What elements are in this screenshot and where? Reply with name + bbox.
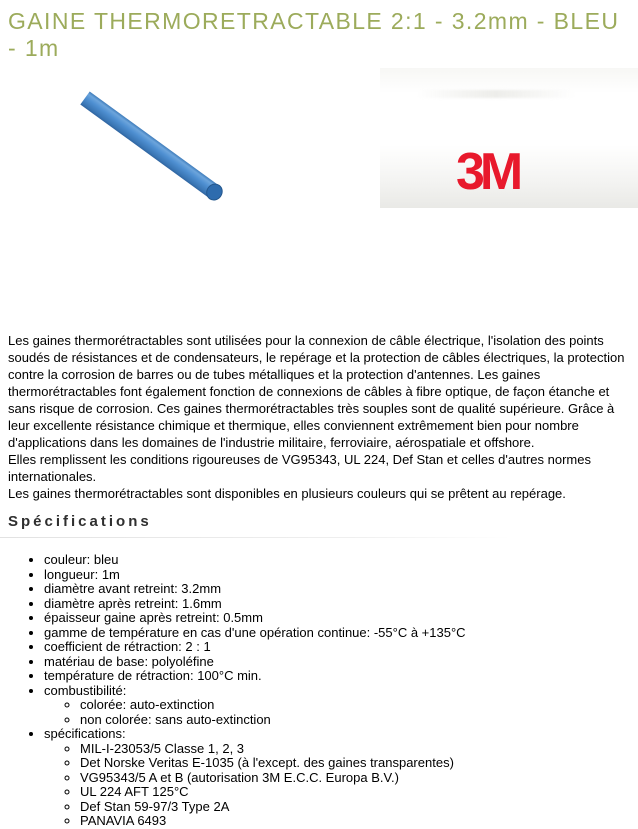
3m-logo-card — [380, 68, 638, 208]
spec-item: • combustibilité: ◦ colorée: auto-extinction ◦ non colorée: sans auto-extinction — [44, 684, 638, 728]
spec-item: • coefficient de rétraction: 2 : 1 — [44, 640, 638, 655]
spec-subitem: ◦ VG95343/5 A et B (autorisation 3M E.C.C. Europa B.V.) — [80, 771, 638, 786]
spec-subitem: ◦ UL 224 AFT 125°C — [80, 785, 638, 800]
spec-item: • diamètre après retreint: 1.6mm — [44, 597, 638, 612]
spec-subitem: ◦ MIL-I-23053/5 Classe 1, 2, 3 — [80, 742, 638, 757]
spec-item: • couleur: bleu — [44, 553, 638, 568]
3m-logo: 3M — [456, 143, 519, 201]
specifications-heading: Spécifications — [8, 513, 152, 530]
spec-item: • température de rétraction: 100°C min. — [44, 669, 638, 684]
photo-light-streak — [416, 90, 576, 98]
spec-subitem: ◦ Det Norske Veritas E-1035 (à l'except. des gaines transparentes) — [80, 756, 638, 771]
spec-subitem: ◦ Def Stan 59-97/3 Type 2A — [80, 800, 638, 815]
spec-list — [0, 553, 638, 829]
spec-item: • matériau de base: polyoléfine — [44, 655, 638, 670]
spec-item: • spécifications: ◦ MIL-I-23053/5 Classe 1, 2, 3 ◦ Det Norske Veritas E-1035 (à l'except. des gaines transparentes) ◦ VG95343/5 A et B (autorisation 3M E.C.C. Europa B.V.) ◦ UL 224 AFT 125°C ◦ Def Stan 59-97/3 Type 2A ◦ PANAVIA 6493 — [44, 727, 638, 829]
spec-item: • diamètre avant retreint: 3.2mm — [44, 582, 638, 597]
product-photo — [0, 66, 638, 332]
spec-item: • gamme de température en cas d'une opération continue: -55°C à +135°C — [44, 626, 638, 641]
description-paragraph: Les gaines thermorétractables sont disponibles en plusieurs couleurs qui se prêtent au repérage. — [8, 486, 566, 501]
spec-subitem: ◦ colorée: auto-extinction — [80, 698, 638, 713]
spec-subitem: ◦ PANAVIA 6493 — [80, 814, 638, 829]
spec-sublist — [44, 742, 638, 829]
description-paragraph: Elles remplissent les conditions rigoureuses de VG95343, UL 224, Def Stan et celles d'autres normes internationales. — [8, 452, 591, 484]
spec-subitem: ◦ non colorée: sans auto-extinction — [80, 713, 638, 728]
spec-item: • longueur: 1m — [44, 568, 638, 583]
spec-item: • épaisseur gaine après retreint: 0.5mm — [44, 611, 638, 626]
description-paragraph: Les gaines thermorétractables sont utilisées pour la connexion de câble électrique, l'isolation des points soudés de résistances et de condensateurs, le repérage et la protection de câbles électriques, la protection contre la corrosion de barres ou de tubes métalliques et la protection d'antennes. Les gaines thermorétractables font également fonction de connexions de câbles à fibre optique, de façon étanche et sans risque de corrosion. Ces gaines thermorétractables très souples sont de qualité supérieure. Grâce à leur excellente résistance chimique et thermique, elles conviennent extrêmement bien pour nombre d'applications dans les domaines de l'industrie militaire, ferroviaire, aérospatiale et offshore. — [8, 333, 625, 450]
page-title: GAINE THERMORETRACTABLE 2:1 - 3.2mm - BLEU - 1m — [8, 8, 620, 61]
heading-divider — [0, 537, 638, 538]
spec-sublist — [44, 698, 638, 727]
product-description — [0, 332, 638, 502]
tube-image — [58, 86, 298, 251]
tube-illustration — [58, 86, 298, 246]
